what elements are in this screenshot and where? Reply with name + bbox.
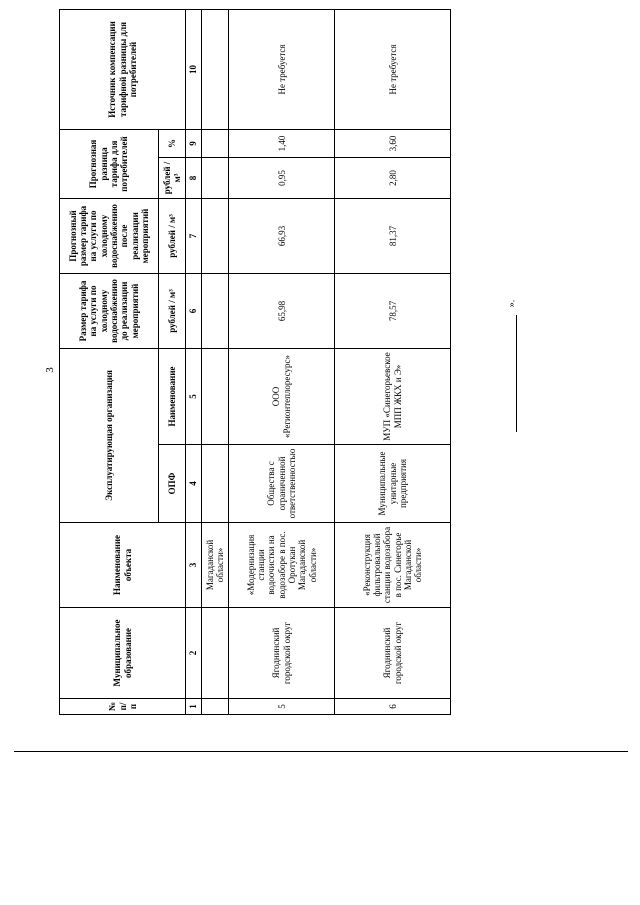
col-number: 3 [186, 523, 201, 608]
col-number: 10 [186, 9, 201, 129]
header-unit-after: рублей / м³ [159, 198, 186, 273]
header-object: Наименование объекта [60, 523, 186, 608]
row-opf: Общества с ограниченной ответственностью [229, 445, 335, 523]
row-num: 6 [335, 699, 451, 715]
col-number: 7 [186, 198, 201, 273]
row-diff-pct: 3,60 [335, 129, 451, 157]
row-num: 5 [229, 699, 335, 715]
header-source: Источник компенсации тарифной разницы для потребителей [60, 9, 186, 129]
col-number: 8 [186, 157, 201, 198]
header-municipality: Муниципальное образование [60, 608, 186, 699]
tariff-table-rotated [59, 10, 451, 715]
continuation-row [201, 9, 228, 714]
row-diff-rub: 0,95 [229, 157, 335, 198]
row-municipality: Ягоднинский городской округ [335, 608, 451, 699]
row-source: Не требуется [335, 9, 451, 129]
row-municipality: Ягоднинский городской округ [229, 608, 335, 699]
col-number: 4 [186, 445, 201, 523]
table-row [229, 9, 335, 714]
page-number: 3 [44, 367, 56, 373]
header-unit-diff-pct: % [159, 129, 186, 157]
row-opf: Муниципальные унитарные предприятия [335, 445, 451, 523]
row-diff-pct: 1,40 [229, 129, 335, 157]
header-opf: ОПФ [159, 445, 186, 523]
col-number: 9 [186, 129, 201, 157]
column-number-row [186, 9, 201, 714]
row-object: «Реконструкция фильтровальной станции водозабора в пос. Синегорье Магаданской области» [335, 523, 451, 608]
header-tariff-before: Размер тарифа на услуги по холодному водоснабжению до реализации мероприятий [60, 273, 159, 348]
header-num: № п/ п [60, 699, 186, 715]
row-object: «Модернизация станции водоочистки на водозаборе в пос. Оротукан Магаданской области» [229, 523, 335, 608]
signature-line [516, 315, 517, 432]
closing-quote: ». [506, 299, 518, 308]
row-tariff-before: 78,57 [335, 273, 451, 348]
header-operator: Эксплуатирующая организация [60, 348, 159, 522]
page-bottom-rule [14, 751, 628, 752]
header-org-name: Наименование [159, 348, 186, 444]
continuation-object: Магаданской области» [201, 523, 228, 608]
header-unit-diff-rub: рублей / м³ [159, 157, 186, 198]
col-number: 1 [186, 699, 201, 715]
header-tariff-after: Прогнозный размер тарифа на услуги по холодному водоснабжению после реализации мероприятий [60, 198, 159, 273]
row-tariff-after: 81,37 [335, 198, 451, 273]
table-row [335, 9, 451, 714]
row-source: Не требуется [229, 9, 335, 129]
row-tariff-before: 65,98 [229, 273, 335, 348]
row-org: МУП «Синегорьевское МПП ЖКХ и Э» [335, 348, 451, 444]
header-unit-before: рублей / м³ [159, 273, 186, 348]
col-number: 2 [186, 608, 201, 699]
row-diff-rub: 2,80 [335, 157, 451, 198]
row-tariff-after: 66,93 [229, 198, 335, 273]
col-number: 5 [186, 348, 201, 444]
col-number: 6 [186, 273, 201, 348]
tariff-table [59, 9, 451, 715]
row-org: ООО «Регионтеплоресурс» [229, 348, 335, 444]
header-difference: Прогнозная разница тарифа для потребителей [60, 129, 159, 198]
